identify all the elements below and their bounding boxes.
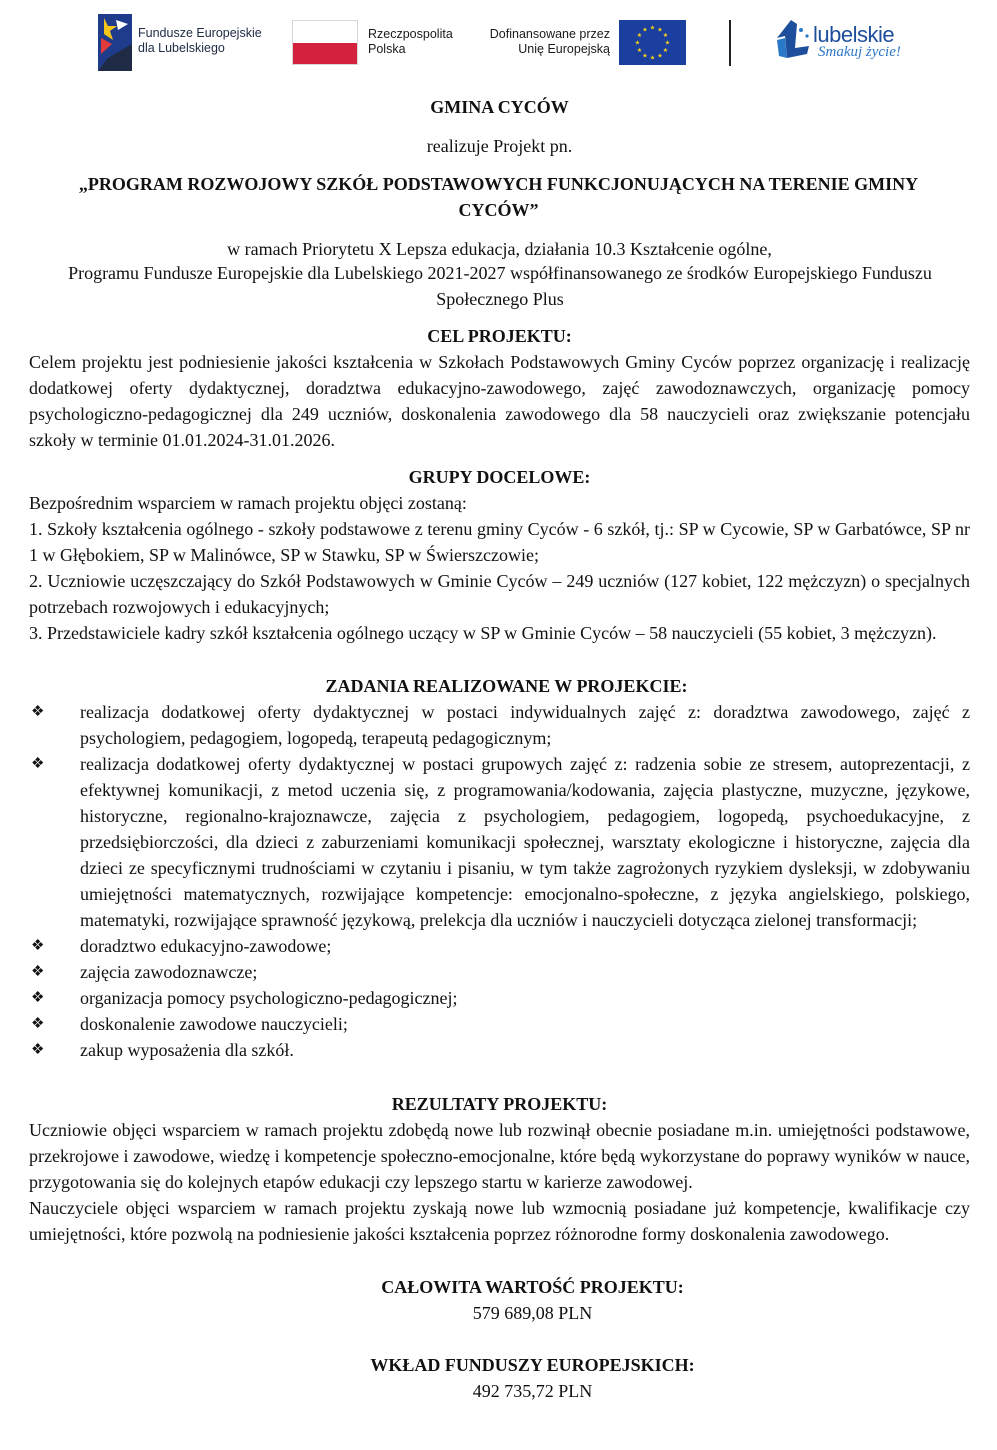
list-item: ❖ realizacja dodatkowej oferty dydaktycznej w postaci grupowych zajęć z: radzenia sobie ze stresem, autoprezentacji, z efektywnej komunikacji, z metod uczenia się, z programowania/kodowania, zajęcia plastyczne, muzyczne, językowe, historyczne, regionalno-krajoznawcze, zajęcia z psychologiem, pedagogiem, logopedą, psychoedukacyjne, z przedsiębiorczości, dla dzieci z zaburzeniami komunikacji społecznej, warsztaty ekologiczne i historyczne, zajęcia dla dzieci ze specyficznymi trudnościami w czytaniu i pisaniu, w tym także zagrożonych ryzykiem dysleksji, w zdobywaniu umiejętności matematycznych, rozwijające kompetencje: emocjonalno-społeczne, z języka angielskiego, polskiego, matematyki, rozwijające sprawność językową, prelekcja dla uczniów i nauczycieli dotycząca zielonej transformacji; <box>29 751 970 933</box>
group-item: 2. Uczniowie uczęszczający do Szkół Podstawowych w Gminie Cyców – 249 uczniów (127 kobiet, 122 mężczyzn) o specjalnych potrzebach rozwojowych i edukacyjnych; <box>29 571 970 617</box>
svg-text:★: ★ <box>657 52 663 60</box>
results-paragraph-students: Uczniowie objęci wsparciem w ramach projektu zdobędą nowe lub rozwinął obecnie posiadane m.in. umiejętności podstawowe, przekrojowe i zawodowe, wiedzę i kompetencje społeczno-emocjonalne, które będą wykorzystane do poprawy wyników w nauce, przygotowania się do kolejnych etapów edukacji czy lepszego startu w karierze zawodowej. <box>29 1120 970 1192</box>
eu-cofinancing-label: Dofinansowane przez Unię Europejską <box>489 27 610 56</box>
diamond-bullet-icon: ❖ <box>31 756 45 772</box>
project-title: „PROGRAM ROZWOJOWY SZKÓŁ PODSTAWOWYCH FUNKCJONUJĄCYCH NA TERENIE GMINY CYCÓW” <box>78 174 919 220</box>
results-section <box>29 1117 970 1247</box>
poland-flag-icon <box>292 20 358 65</box>
svg-text:★: ★ <box>664 39 671 47</box>
list-item: ❖ realizacja dodatkowej oferty dydaktycznej w postaci indywidualnych zajęć z: doradztwa zawodowego, zajęć z psychologiem, pedagogiem, logopedą, terapeutą pedagogicznym; <box>29 699 970 751</box>
goal-heading: CEL PROJEKTU: <box>427 326 572 346</box>
svg-text:★: ★ <box>636 47 643 54</box>
svg-text:★: ★ <box>657 26 663 34</box>
eu-contribution-amount: 492 735,72 PLN <box>472 1381 593 1401</box>
diamond-bullet-icon: ❖ <box>31 1042 45 1058</box>
diamond-bullet-icon: ❖ <box>31 938 45 954</box>
logo-divider <box>729 20 731 66</box>
tasks-heading: ZADANIA REALIZOWANE W PROJEKCIE: <box>325 676 688 696</box>
rzeczpospolita-polska-label: Rzeczpospolita Polska <box>368 27 453 56</box>
diamond-bullet-icon: ❖ <box>31 1016 45 1032</box>
results-paragraph-teachers: Nauczyciele objęci wsparciem w ramach projektu zyskają nowe lub wzmocnią posiadane już kompetencje, kwalifikacje czy umiejętności, które pozwolą na podniesienie jakości kształcenia poprzez różnorodne formy doskonalenia zawodowego. <box>29 1198 970 1244</box>
svg-text:★: ★ <box>636 32 643 39</box>
eu-contribution-heading: WKŁAD FUNDUSZY EUROPEJSKICH: <box>370 1355 695 1375</box>
group-item: 3. Przedstawiciele kadry szkół kształcenia ogólnego uczący w SP w Gminie Cyców – 58 nauczycieli (55 kobiet, 3 mężczyzn). <box>29 623 937 643</box>
goal-text <box>29 349 970 453</box>
framework-line-1: w ramach Priorytetu X Lepsza edukacja, działania 10.3 Kształcenie ogólne, <box>227 239 772 259</box>
svg-text:★: ★ <box>642 26 648 34</box>
svg-text:★: ★ <box>662 32 669 39</box>
list-item: ❖ organizacja pomocy psychologiczno-pedagogicznej; <box>29 985 970 1011</box>
diamond-bullet-icon: ❖ <box>31 990 45 1006</box>
fundusze-europejskie-label: Fundusze Europejskie dla Lubelskiego <box>138 26 262 55</box>
lubelskie-name: lubelskie <box>813 22 895 47</box>
municipality-title: GMINA CYCÓW <box>430 97 569 117</box>
diamond-bullet-icon: ❖ <box>31 704 45 720</box>
groups-intro: Bezpośrednim wsparciem w ramach projektu objęci zostaną: <box>29 493 467 513</box>
group-item: 1. Szkoły kształcenia ogólnego - szkoły podstawowe z terenu gminy Cyców - 6 szkół, tj.: SP w Cycowie, SP w Garbatówce, SP nr 1 w Głębokiem, SP w Malinówce, SP w Stawku, SP w Świerszczowie; <box>29 519 970 565</box>
svg-text:★: ★ <box>634 39 641 47</box>
svg-text:★: ★ <box>649 54 656 62</box>
framework-line-2: Programu Fundusze Europejskie dla Lubelskiego 2021-2027 współfinansowanego ze środków Europejskiego Funduszu Społecznego Plus <box>68 263 932 309</box>
list-item: ❖ zajęcia zawodoznawcze; <box>29 959 970 985</box>
goal-paragraph: Celem projektu jest podniesienie jakości kształcenia w Szkołach Podstawowych Gminy Cyców poprzez organizację i realizację dodatkowej oferty dydaktycznej, doradztwa edukacyjno-zawodowego, zajęć zawodoznawczych, organizację pomocy psychologiczno-pedagogicznej dla 249 uczniów, doskonalenia zawodowego dla 58 nauczycieli oraz zwiększanie potencjału szkoły w terminie 01.01.2024-31.01.2026. <box>29 352 970 450</box>
lubelskie-logo-icon <box>773 18 817 64</box>
total-value-amount: 579 689,08 PLN <box>472 1303 593 1323</box>
lubelskie-tagline: Smakuj życie! <box>818 44 901 60</box>
tasks-list <box>29 699 970 1063</box>
results-heading: REZULTATY PROJEKTU: <box>391 1094 608 1114</box>
fundusze-europejskie-logo-icon <box>98 14 132 71</box>
eu-flag-icon <box>619 20 686 65</box>
list-item: ❖ doradztwo edukacyjno-zawodowe; <box>29 933 970 959</box>
intro-line: realizuje Projekt pn. <box>426 136 573 156</box>
groups-section <box>29 490 970 646</box>
list-item: ❖ doskonalenie zawodowe nauczycieli; <box>29 1011 970 1037</box>
diamond-bullet-icon: ❖ <box>31 964 45 980</box>
list-item: ❖ zakup wyposażenia dla szkół. <box>29 1037 970 1063</box>
groups-heading: GRUPY DOCELOWE: <box>408 467 591 487</box>
logo-bar <box>0 0 997 80</box>
svg-text:★: ★ <box>642 52 648 60</box>
svg-text:★: ★ <box>649 24 656 32</box>
svg-text:★: ★ <box>662 47 669 54</box>
total-value-heading: CAŁOWITA WARTOŚĆ PROJEKTU: <box>381 1277 684 1297</box>
